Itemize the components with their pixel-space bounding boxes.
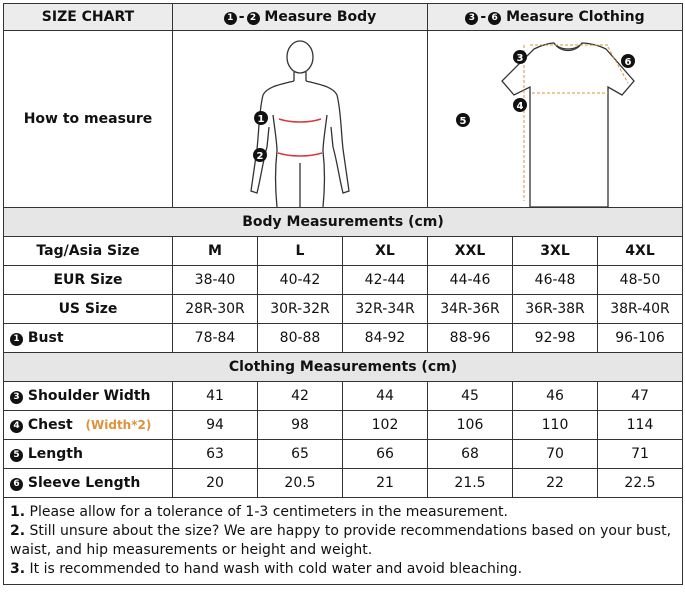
sleeve-length-text: Sleeve Length xyxy=(27,475,141,491)
table-row xyxy=(4,266,683,295)
badge-6: 6 xyxy=(10,478,23,491)
table-cell: 20 xyxy=(173,469,258,498)
table-row xyxy=(4,440,683,469)
body-figure xyxy=(173,31,427,207)
table-cell: 102 xyxy=(343,411,428,440)
table-cell: 46 xyxy=(513,382,598,411)
body-figure-cell xyxy=(173,31,428,208)
table-cell: 22.5 xyxy=(598,469,683,498)
table-cell: 21 xyxy=(343,469,428,498)
badge-3: 3 xyxy=(465,12,478,25)
badge-4: 4 xyxy=(10,420,23,433)
table-cell: 84-92 xyxy=(343,324,428,353)
how-to-measure-label: How to measure xyxy=(4,31,173,208)
bust-label-text: Bust xyxy=(27,330,64,346)
svg-text:6: 6 xyxy=(624,57,632,68)
badge-5: 5 xyxy=(10,449,23,462)
table-cell: 36R-38R xyxy=(513,295,598,324)
svg-text:4: 4 xyxy=(516,101,524,112)
table-cell: 22 xyxy=(513,469,598,498)
table-cell: 42-44 xyxy=(343,266,428,295)
size-header-xl: XL xyxy=(343,237,428,266)
shirt-outline xyxy=(502,43,634,207)
size-header-3xl: 3XL xyxy=(513,237,598,266)
table-cell: 63 xyxy=(173,440,258,469)
body-measurements-title: Body Measurements (cm) xyxy=(4,208,683,237)
length-label xyxy=(4,440,173,469)
table-cell: 65 xyxy=(258,440,343,469)
badge-6: 6 xyxy=(488,12,501,25)
table-cell: 41 xyxy=(173,382,258,411)
badge-1: 1 xyxy=(10,333,23,346)
shirt-marker-6 xyxy=(621,54,635,68)
measure-clothing-header: 3 - 6 Measure Clothing xyxy=(428,4,683,31)
clothing-measurements-title: Clothing Measurements (cm) xyxy=(4,353,683,382)
table-cell: 98 xyxy=(258,411,343,440)
shoulder-width-text: Shoulder Width xyxy=(27,388,151,404)
body-outline xyxy=(251,41,349,207)
hip-line xyxy=(278,153,322,156)
note-2: 2. Still unsure about the size? We are happy to provide recommendations based on your bust, waist, and hip measurements or height and weight. xyxy=(10,523,672,558)
body-marker-1 xyxy=(254,111,268,125)
table-cell: 94 xyxy=(173,411,258,440)
table-cell: 44 xyxy=(343,382,428,411)
table-cell: 30R-32R xyxy=(258,295,343,324)
size-header-4xl: 4XL xyxy=(598,237,683,266)
table-cell: 40-42 xyxy=(258,266,343,295)
eur-size-label: EUR Size xyxy=(4,266,173,295)
table-cell: 46-48 xyxy=(513,266,598,295)
table-cell: 114 xyxy=(598,411,683,440)
bust-label xyxy=(4,324,173,353)
table-cell: 21.5 xyxy=(428,469,513,498)
table-cell: 110 xyxy=(513,411,598,440)
table-cell: 47 xyxy=(598,382,683,411)
note-1: 1. Please allow for a tolerance of 1-3 centimeters in the measurement. xyxy=(10,504,508,520)
tag-size-label: Tag/Asia Size xyxy=(4,237,173,266)
table-row xyxy=(4,411,683,440)
table-cell: 106 xyxy=(428,411,513,440)
measure-body-header: 1 - 2 Measure Body xyxy=(173,4,428,31)
svg-text:2: 2 xyxy=(256,151,264,162)
note-3: 3. It is recommended to hand wash with cold water and avoid bleaching. xyxy=(10,561,523,577)
chest-label xyxy=(4,411,173,440)
shirt-figure-cell xyxy=(428,31,683,208)
chest-width-note: (Width*2) xyxy=(85,418,152,432)
body-marker-2 xyxy=(253,148,267,162)
table-cell: 78-84 xyxy=(173,324,258,353)
size-chart-title: SIZE CHART xyxy=(4,4,173,31)
table-cell: 20.5 xyxy=(258,469,343,498)
shirt-marker-4 xyxy=(513,98,527,112)
us-size-label: US Size xyxy=(4,295,173,324)
badge-2: 2 xyxy=(247,12,260,25)
table-cell: 45 xyxy=(428,382,513,411)
size-chart-table xyxy=(3,3,683,585)
badge-1: 1 xyxy=(224,12,237,25)
notes-cell xyxy=(4,498,683,585)
shirt-marker-3 xyxy=(513,50,527,64)
table-cell: 92-98 xyxy=(513,324,598,353)
svg-text:1: 1 xyxy=(257,114,265,125)
table-row xyxy=(4,382,683,411)
table-cell: 44-46 xyxy=(428,266,513,295)
table-row xyxy=(4,469,683,498)
shoulder-width-label xyxy=(4,382,173,411)
size-header-m: M xyxy=(173,237,258,266)
length-text: Length xyxy=(27,446,83,462)
table-cell: 80-88 xyxy=(258,324,343,353)
badge-3: 3 xyxy=(10,391,23,404)
table-cell: 48-50 xyxy=(598,266,683,295)
table-cell: 38-40 xyxy=(173,266,258,295)
svg-text:3: 3 xyxy=(516,53,524,64)
table-cell: 68 xyxy=(428,440,513,469)
table-row xyxy=(4,295,683,324)
size-header-xxl: XXL xyxy=(428,237,513,266)
table-cell: 38R-40R xyxy=(598,295,683,324)
table-cell: 28R-30R xyxy=(173,295,258,324)
table-cell: 71 xyxy=(598,440,683,469)
measure-clothing-label: Measure Clothing xyxy=(506,9,645,25)
table-cell: 96-106 xyxy=(598,324,683,353)
chest-text: Chest xyxy=(27,417,73,433)
table-cell: 42 xyxy=(258,382,343,411)
table-cell: 34R-36R xyxy=(428,295,513,324)
measure-body-label: Measure Body xyxy=(264,9,377,25)
table-cell: 88-96 xyxy=(428,324,513,353)
table-cell: 66 xyxy=(343,440,428,469)
bust-line xyxy=(279,119,321,122)
sleeve-length-label xyxy=(4,469,173,498)
table-cell: 70 xyxy=(513,440,598,469)
shirt-figure xyxy=(428,31,682,207)
shirt-marker-5 xyxy=(456,113,470,127)
table-row xyxy=(4,324,683,353)
size-header-l: L xyxy=(258,237,343,266)
table-cell: 32R-34R xyxy=(343,295,428,324)
svg-text:5: 5 xyxy=(459,116,467,127)
